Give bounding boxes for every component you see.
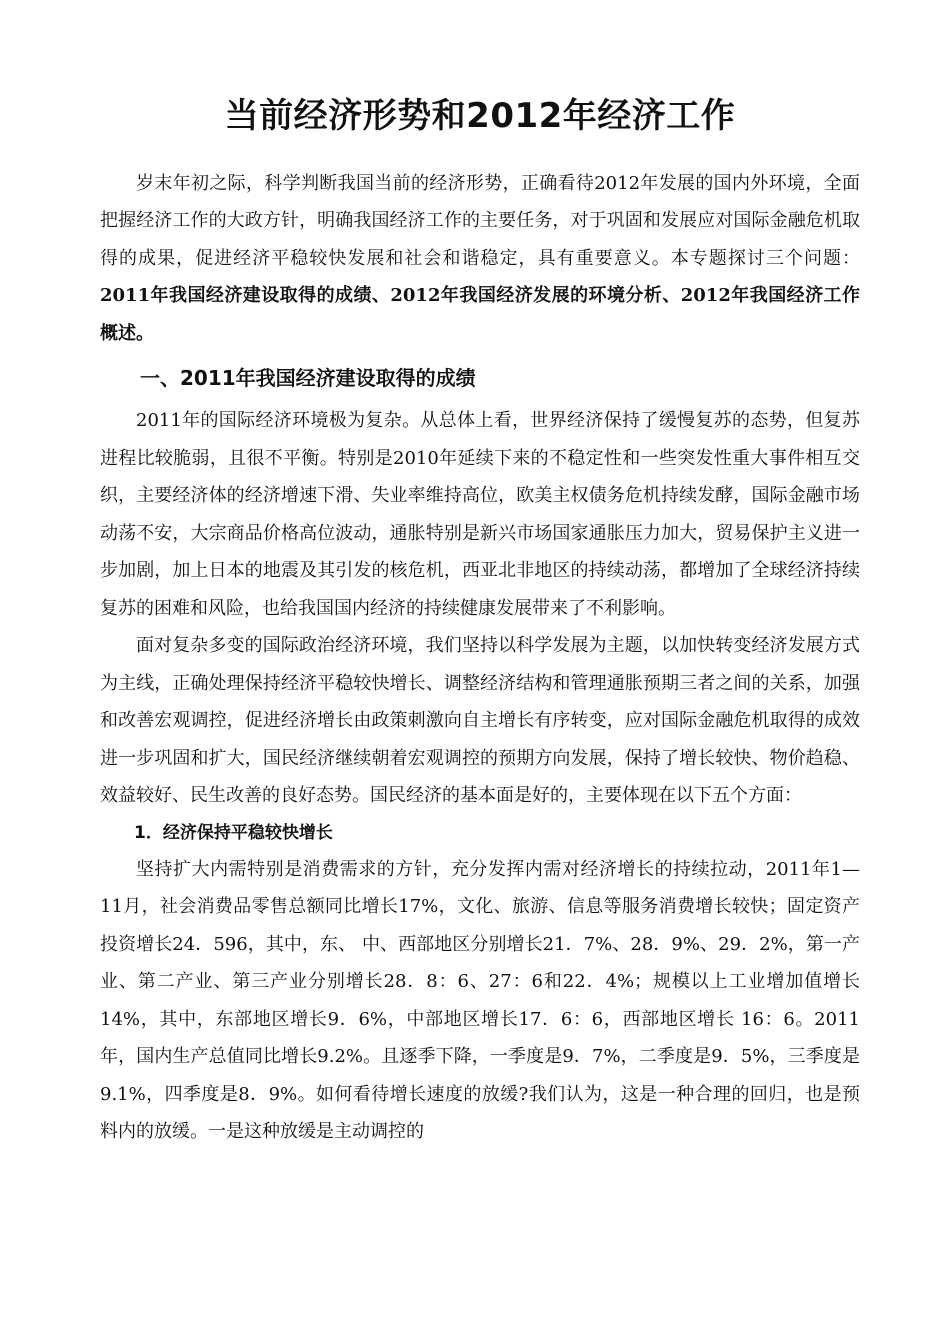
- intro-bold-text: 2011年我国经济建设取得的成绩、2012年我国经济发展的环境分析、2012年我国经济工作概述。: [100, 285, 860, 344]
- section-heading: 一、2011年我国经济建设取得的成绩: [140, 366, 476, 391]
- section-paragraph-1: 2011年的国际经济环境极为复杂。从总体上看，世界经济保持了缓慢复苏的态势，但复苏进程比较脆弱，且很不平衡。特别是2010年延续下来的不稳定性和一些突发性重大事件相互交织，主要经济体的经济增速下滑、失业率维持高位，欧美主权债务危机持续发酵，国际金融市场动荡不安，大宗商品价格高位波动，通胀特别是新兴市场国家通胀压力加大，贸易保护主义进一步加剧，加上日本的地震及其引发的核危机，西亚北非地区的持续动荡，都增加了全球经济持续复苏的困难和风险，也给我国国内经济的持续健康发展带来了不利影响。: [100, 410, 860, 619]
- intro-paragraph: [100, 165, 860, 353]
- subheading-economic-growth: 1．经济保持平稳较快增长: [134, 822, 333, 843]
- section-paragraph-2: 面对复杂多变的国际政治经济环境，我们坚持以科学发展为主题，以加快转变经济发展方式为主线，正确处理保持经济平稳较快增长、调整经济结构和管理通胀预期三者之间的关系，加强和改善宏观调控，促进经济增长由政策刺激向自主增长有序转变，应对国际金融危机取得的成效进一步巩固和扩大，国民经济继续朝着宏观调控的预期方向发展，保持了增长较快、物价趋稳、效益较好、民生改善的良好态势。国民经济的基本面是好的，主要体现在以下五个方面：: [100, 635, 860, 807]
- document-page: [100, 96, 860, 1151]
- document-title: 当前经济形势和2012年经济工作: [224, 96, 736, 136]
- intro-text: 岁末年初之际，科学判断我国当前的经济形势，正确看待2012年发展的国内外环境，全面把握经济工作的大政方针，明确我国经济工作的主要任务，对于巩固和发展应对国际金融危机取得的成果，促进经济平稳较快发展和社会和谐稳定，具有重要意义。本专题探讨三个问题：: [100, 172, 860, 269]
- section-paragraph-3: 坚持扩大内需特别是消费需求的方针，充分发挥内需对经济增长的持续拉动，2011年1—11月，社会消费品零售总额同比增长17%，文化、旅游、信息等服务消费增长较快；固定资产投资增长24．596，其中，东、 中、西部地区分别增长21．7%、28．9%、29．2%，第一产业、第二产业、第三产业分别增长28．8：6、27：6和22．4%；规模以上工业增加值增长14%，其中，东部地区增长9．6%，中部地区增长17．6：6，西部地区增长 16：6。2011年，国内生产总值同比增长9.2%。且逐季下降，一季度是9．7%，二季度是9．5%，三季度是9.1%，四季度是8．9%。如何看待增长速度的放缓?我们认为，这是一种合理的回归，也是预料内的放缓。一是这种放缓是主动调控的: [100, 858, 860, 1143]
